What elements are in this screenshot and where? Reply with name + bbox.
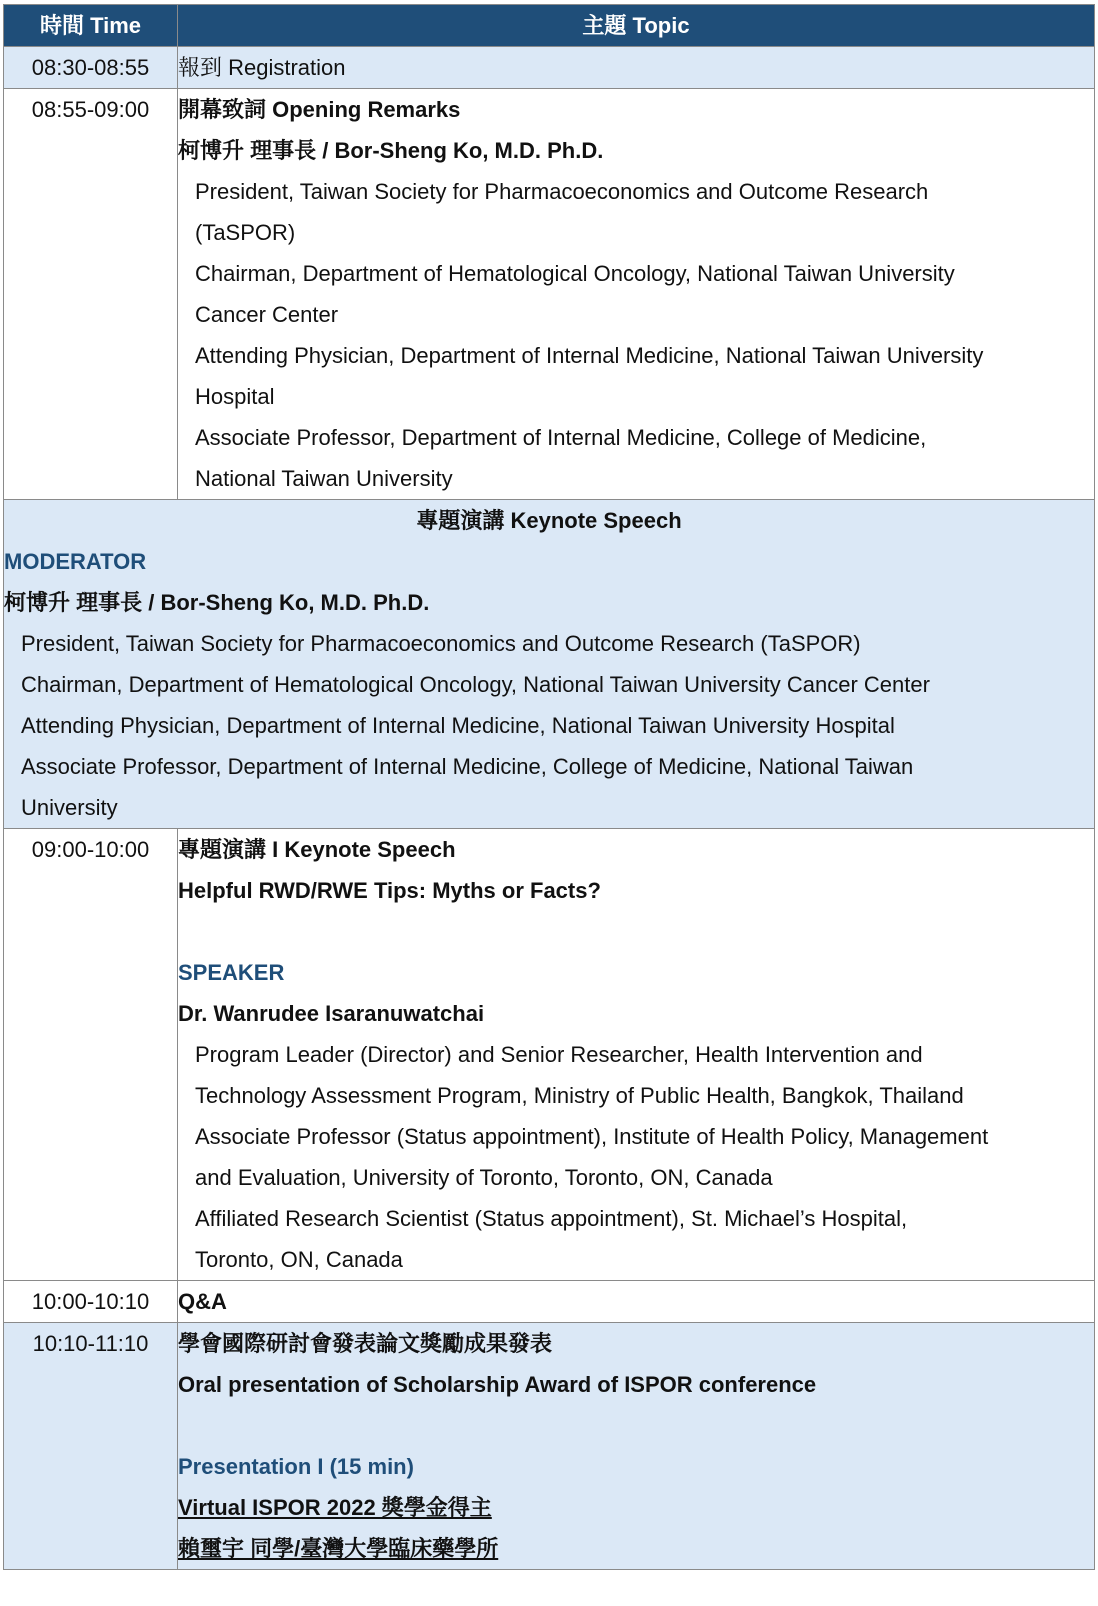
speaker-label: SPEAKER	[178, 960, 285, 985]
qa-topic: Q&A	[178, 1281, 1095, 1323]
topic-column-header: 主題 Topic	[178, 5, 1095, 47]
spacer	[178, 911, 1094, 952]
keynote-subtitle: Helpful RWD/RWE Tips: Myths or Facts?	[178, 878, 601, 903]
moderator-name: 柯博升 理事長 / Bor-Sheng Ko, M.D. Ph.D.	[4, 590, 430, 615]
time-column-header: 時間 Time	[4, 5, 178, 47]
keynote-title: 專題演講 I Keynote Speech	[178, 837, 456, 862]
keynote-time: 09:00-10:00	[4, 829, 178, 1281]
keynote-topic	[178, 829, 1095, 1281]
keynote-section-row	[4, 500, 1095, 829]
keynote-row	[4, 829, 1095, 1281]
speaker-affiliation-6: Toronto, ON, Canada	[195, 1247, 403, 1272]
award-title: Virtual ISPOR 2022 獎學金得主	[178, 1495, 492, 1520]
speaker-name: Dr. Wanrudee Isaranuwatchai	[178, 1001, 485, 1026]
keynote-section	[4, 500, 1095, 829]
opening-affiliation-2: (TaSPOR)	[195, 220, 296, 245]
speaker-affiliation-1: Program Leader (Director) and Senior Researcher, Health Intervention and	[195, 1042, 923, 1067]
agenda-table	[3, 4, 1095, 1570]
scholarship-time: 10:10-11:10	[4, 1323, 178, 1570]
scholarship-title-en: Oral presentation of Scholarship Award of ISPOR conference	[178, 1372, 817, 1397]
opening-speaker: 柯博升 理事長 / Bor-Sheng Ko, M.D. Ph.D.	[178, 138, 604, 163]
opening-row	[4, 89, 1095, 500]
moderator-affiliation-4: Associate Professor, Department of Internal Medicine, College of Medicine, National Taiwan	[21, 754, 914, 779]
opening-affiliation-7: Associate Professor, Department of Internal Medicine, College of Medicine,	[195, 425, 927, 450]
moderator-label: MODERATOR	[4, 549, 147, 574]
opening-time: 08:55-09:00	[4, 89, 178, 500]
qa-row	[4, 1281, 1095, 1323]
opening-topic	[178, 89, 1095, 500]
scholarship-row	[4, 1323, 1095, 1570]
speaker-affiliation-4: and Evaluation, University of Toronto, Toronto, ON, Canada	[195, 1165, 773, 1190]
scholarship-title-zh: 學會國際研討會發表論文獎勵成果發表	[178, 1331, 553, 1356]
speaker-affiliation-5: Affiliated Research Scientist (Status appointment), St. Michael’s Hospital,	[195, 1206, 908, 1231]
opening-affiliation-3: Chairman, Department of Hematological Oncology, National Taiwan University	[195, 261, 955, 286]
opening-affiliation-8: National Taiwan University	[195, 466, 453, 491]
moderator-affiliation-2: Chairman, Department of Hematological Oncology, National Taiwan University Cancer Center	[21, 672, 930, 697]
qa-time: 10:00-10:10	[4, 1281, 178, 1323]
moderator-affiliation-1: President, Taiwan Society for Pharmacoeconomics and Outcome Research (TaSPOR)	[21, 631, 861, 656]
moderator-affiliation-5: University	[21, 795, 118, 820]
opening-title: 開幕致詞 Opening Remarks	[178, 97, 461, 122]
opening-affiliation-5: Attending Physician, Department of Internal Medicine, National Taiwan University	[195, 343, 984, 368]
opening-affiliation-6: Hospital	[195, 384, 275, 409]
registration-time: 08:30-08:55	[4, 47, 178, 89]
opening-affiliation-1: President, Taiwan Society for Pharmacoeconomics and Outcome Research	[195, 179, 929, 204]
presentation-label: Presentation I (15 min)	[178, 1454, 414, 1479]
speaker-affiliation-2: Technology Assessment Program, Ministry of Public Health, Bangkok, Thailand	[195, 1083, 964, 1108]
opening-affiliation-4: Cancer Center	[195, 302, 339, 327]
spacer	[178, 1405, 1094, 1446]
keynote-section-title: 專題演講 Keynote Speech	[416, 508, 682, 533]
registration-topic: 報到 Registration	[178, 47, 1095, 89]
registration-row	[4, 47, 1095, 89]
moderator-affiliation-3: Attending Physician, Department of Internal Medicine, National Taiwan University Hospital	[21, 713, 895, 738]
header-row	[4, 5, 1095, 47]
speaker-affiliation-3: Associate Professor (Status appointment), Institute of Health Policy, Management	[195, 1124, 989, 1149]
scholarship-topic	[178, 1323, 1095, 1570]
presenter-name: 賴璽宇 同學/臺灣大學臨床藥學所	[178, 1536, 499, 1561]
